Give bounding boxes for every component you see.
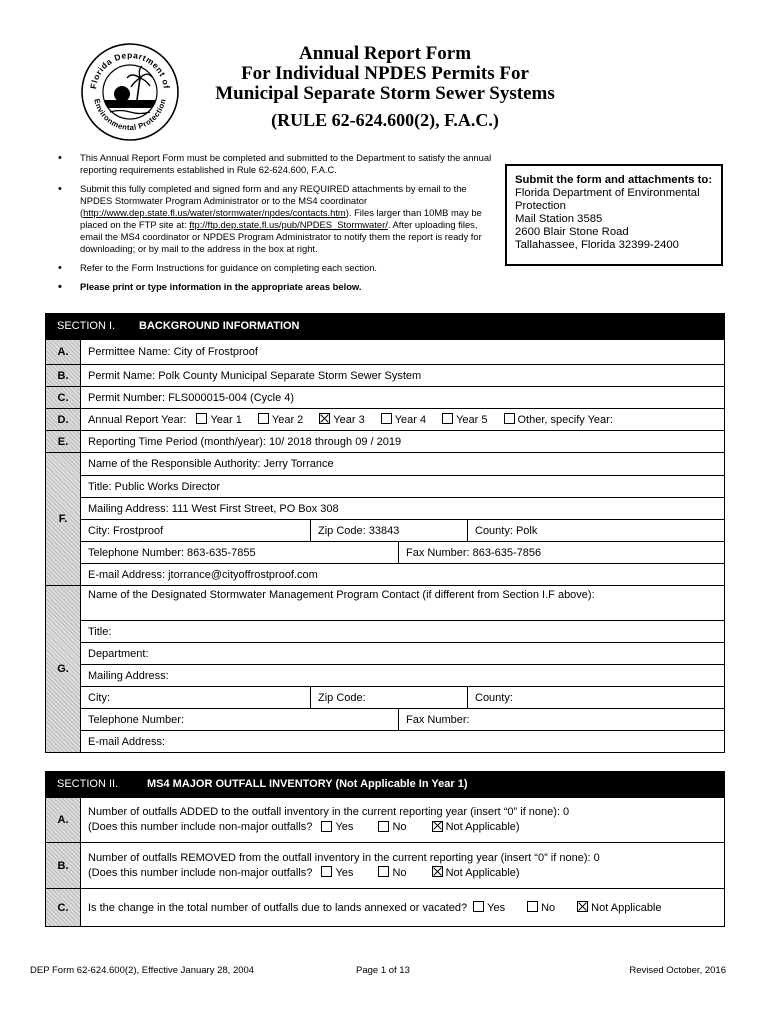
row-d: [46, 408, 724, 430]
program-contact-city-field[interactable]: City:: [88, 691, 110, 704]
section2-header: [45, 771, 725, 797]
form-title-line2: For Individual NPDES Permits For: [241, 63, 529, 84]
row-label: C.: [46, 387, 81, 408]
bullet-icon: •: [58, 262, 62, 274]
seal-text-top: Florida Department of: [88, 50, 172, 90]
section1-title: BACKGROUND INFORMATION: [139, 320, 300, 332]
ii-c-yes-label: Yes: [487, 901, 506, 914]
authority-fax-field[interactable]: Fax Number: 863-635-7856: [398, 542, 724, 563]
row-label: E.: [46, 431, 81, 452]
non-major-question: (Does this number include non-major outfalls?: [88, 866, 313, 879]
ftp-link[interactable]: ftp://ftp.dep.state.fl.us/pub/NPDES_Stormwater/: [189, 219, 388, 230]
row-a: [46, 340, 724, 364]
section2-table: [45, 797, 725, 927]
seal-text-bottom: Environmental Protection: [92, 97, 168, 133]
ii-a-na-checkbox[interactable]: [432, 821, 443, 832]
program-contact-phone-field[interactable]: Telephone Number:: [88, 713, 185, 726]
year1-label: Year 1: [210, 413, 242, 426]
fdep-seal-logo: [80, 42, 180, 142]
row-c: [46, 386, 724, 408]
other-year-checkbox[interactable]: [504, 413, 515, 424]
form-title-line1: Annual Report Form: [298, 43, 472, 64]
bullet-icon: •: [58, 152, 62, 164]
permittee-name-field[interactable]: Permittee Name: City of Frostproof: [88, 346, 258, 358]
section2-number: SECTION II.: [57, 778, 119, 790]
instruction-text: Please print or type information in the appropriate areas below.: [80, 281, 362, 292]
outfalls-removed-text: Number of outfalls REMOVED from the outfall inventory in the current reporting year (insert “0” if none): 0: [88, 851, 600, 864]
ii-c-no-label: No: [541, 901, 556, 914]
year5-label: Year 5: [456, 413, 488, 426]
year5-checkbox[interactable]: [442, 413, 453, 424]
annual-report-year-label: Annual Report Year:: [88, 413, 187, 426]
year1-checkbox[interactable]: [196, 413, 207, 424]
row-label: C.: [46, 889, 81, 926]
section1-header: [45, 313, 725, 339]
ii-a-yes-checkbox[interactable]: [321, 821, 332, 832]
ii-b-na-label: Not Applicable): [445, 866, 520, 879]
year3-checkbox[interactable]: [319, 413, 330, 424]
outfalls-added-field: [81, 798, 724, 842]
section1-number: SECTION I.: [57, 320, 116, 332]
program-contact-county-field[interactable]: County:: [467, 687, 724, 708]
contacts-link[interactable]: http://www.dep.state.fl.us/water/stormwater/npdes/contacts.htm: [83, 207, 346, 218]
section1-table: [45, 339, 725, 753]
instruction-item: [58, 152, 498, 176]
ii-b-no-label: No: [392, 866, 407, 879]
submit-line: Protection: [515, 200, 566, 212]
reporting-period-field[interactable]: Reporting Time Period (month/year): 10/ 2018 through 09 / 2019: [88, 435, 402, 448]
ii-c-yes-checkbox[interactable]: [473, 901, 484, 912]
authority-address-field[interactable]: Mailing Address: 111 West First Street, PO Box 308: [88, 502, 339, 515]
permit-name-field[interactable]: Permit Name: Polk County Municipal Separate Storm Sewer System: [88, 369, 422, 382]
row-b: [46, 364, 724, 386]
outfalls-added-text: Number of outfalls ADDED to the outfall inventory in the current reporting year (insert “0” if none): 0: [88, 806, 570, 818]
permit-number-field[interactable]: Permit Number: FLS000015-004 (Cycle 4): [88, 391, 295, 404]
instruction-list: [58, 152, 498, 300]
submit-heading: Submit the form and attachments to:: [515, 174, 713, 186]
year2-checkbox[interactable]: [258, 413, 269, 424]
program-contact-title-field[interactable]: Title:: [88, 625, 112, 638]
ii-b-na-checkbox[interactable]: [432, 866, 443, 877]
submit-address-box: [505, 164, 723, 266]
authority-name-field[interactable]: Name of the Responsible Authority: Jerry Torrance: [88, 458, 334, 470]
year4-label: Year 4: [394, 413, 427, 426]
annexed-vacated-question: Is the change in the total number of outfalls due to lands annexed or vacated?: [88, 901, 468, 914]
instruction-text-part: Submit this fully completed and signed form and any REQUIRED attachments by email to the NPDES Stormwater Program Administrator or to the MS4 coordinator (: [80, 183, 467, 218]
row-label: B.: [46, 365, 81, 386]
responsible-authority-group: [81, 453, 724, 585]
submit-line: Mail Station 3585: [515, 213, 603, 225]
year3-label: Year 3: [333, 413, 365, 426]
annexed-vacated-field: [81, 889, 724, 926]
footer-form-id: DEP Form 62-624.600(2), Effective January 28, 2004: [30, 965, 255, 976]
program-contact-fax-field[interactable]: Fax Number:: [398, 709, 724, 730]
instruction-text-part: ). Files larger than 10MB may be placed on the FTP site at:: [80, 207, 482, 230]
footer-revised-date: Revised October, 2016: [629, 965, 726, 976]
sun-icon: [114, 86, 130, 102]
instruction-text: This Annual Report Form must be completed and submitted to the Department to satisfy the annual reporting requirements established in Rule 62-624.600, F.A.C.: [80, 152, 492, 175]
ii-a-no-checkbox[interactable]: [378, 821, 389, 832]
section2-title: MS4 MAJOR OUTFALL INVENTORY (Not Applicable In Year 1): [147, 778, 468, 790]
ii-a-na-label: Not Applicable): [445, 821, 520, 833]
instruction-text: Refer to the Form Instructions for guidance on completing each section.: [80, 262, 378, 273]
row-g: [46, 585, 724, 752]
instruction-item: [58, 183, 498, 255]
authority-county-field[interactable]: County: Polk: [467, 520, 724, 541]
ii-a-yes-label: Yes: [335, 821, 354, 833]
program-contact-department-field[interactable]: Department:: [88, 647, 149, 660]
program-contact-zip-field[interactable]: Zip Code:: [310, 687, 467, 708]
year4-checkbox[interactable]: [381, 413, 392, 424]
ii-c-no-checkbox[interactable]: [527, 901, 538, 912]
bullet-icon: •: [58, 183, 62, 195]
form-title-block: [190, 44, 580, 131]
ii-b-yes-label: Yes: [335, 866, 354, 879]
authority-phone-field[interactable]: Telephone Number: 863-635-7855: [88, 546, 256, 559]
program-contact-group: [81, 586, 724, 752]
submit-line: 2600 Blair Stone Road: [515, 226, 629, 238]
instruction-text-part: . After uploading files, email the MS4 coordinator or NPDES Program Administrator to notify them the report is ready for downloading; or by mail to the address in the box at right.: [80, 219, 482, 254]
row-ii-b: [46, 842, 724, 888]
form-title-line3: Municipal Separate Storm Sewer Systems: [215, 83, 555, 104]
non-major-question: (Does this number include non-major outfalls?: [88, 821, 313, 833]
ii-a-no-label: No: [392, 821, 407, 833]
svg-text:Florida Department of: [88, 50, 172, 90]
instruction-item: [58, 281, 498, 293]
authority-email-field[interactable]: E-mail Address: jtorrance@cityoffrostproof.com: [88, 568, 318, 581]
annual-report-year-field: [81, 409, 724, 430]
authority-zip-field[interactable]: Zip Code: 33843: [310, 520, 467, 541]
ii-c-na-checkbox[interactable]: [577, 901, 588, 912]
bullet-icon: •: [58, 281, 62, 293]
row-e: [46, 430, 724, 452]
water-icon: [110, 111, 150, 114]
row-label: F.: [46, 453, 81, 585]
row-ii-c: [46, 888, 724, 926]
instruction-item: [58, 262, 498, 274]
footer-page-number: Page 1 of 13: [356, 965, 410, 976]
year2-label: Year 2: [271, 413, 304, 426]
program-contact-email-field[interactable]: E-mail Address:: [88, 735, 166, 748]
row-ii-a: [46, 798, 724, 842]
ii-b-no-checkbox[interactable]: [378, 866, 389, 877]
program-contact-name-field[interactable]: Name of the Designated Stormwater Management Program Contact (if different from Section I.F above):: [88, 589, 595, 601]
program-contact-address-field[interactable]: Mailing Address:: [88, 669, 169, 682]
authority-title-field[interactable]: Title: Public Works Director: [88, 480, 221, 493]
palm-tree-icon: [137, 78, 140, 100]
row-label: A.: [46, 798, 81, 842]
row-label: A.: [46, 340, 81, 364]
authority-city-field[interactable]: City: Frostproof: [88, 524, 164, 537]
outfalls-removed-field: [81, 843, 724, 888]
row-label: D.: [46, 409, 81, 430]
row-label: B.: [46, 843, 81, 888]
ii-b-yes-checkbox[interactable]: [321, 866, 332, 877]
form-rule-citation: (RULE 62-624.600(2), F.A.C.): [271, 110, 499, 130]
submit-line: Florida Department of Environmental: [515, 187, 700, 199]
land-icon: [104, 100, 156, 108]
other-year-label: Other, specify Year:: [517, 413, 613, 426]
ii-c-na-label: Not Applicable: [591, 901, 662, 914]
submit-line: Tallahassee, Florida 32399-2400: [515, 239, 679, 251]
row-f: [46, 452, 724, 585]
row-label: G.: [46, 586, 81, 752]
